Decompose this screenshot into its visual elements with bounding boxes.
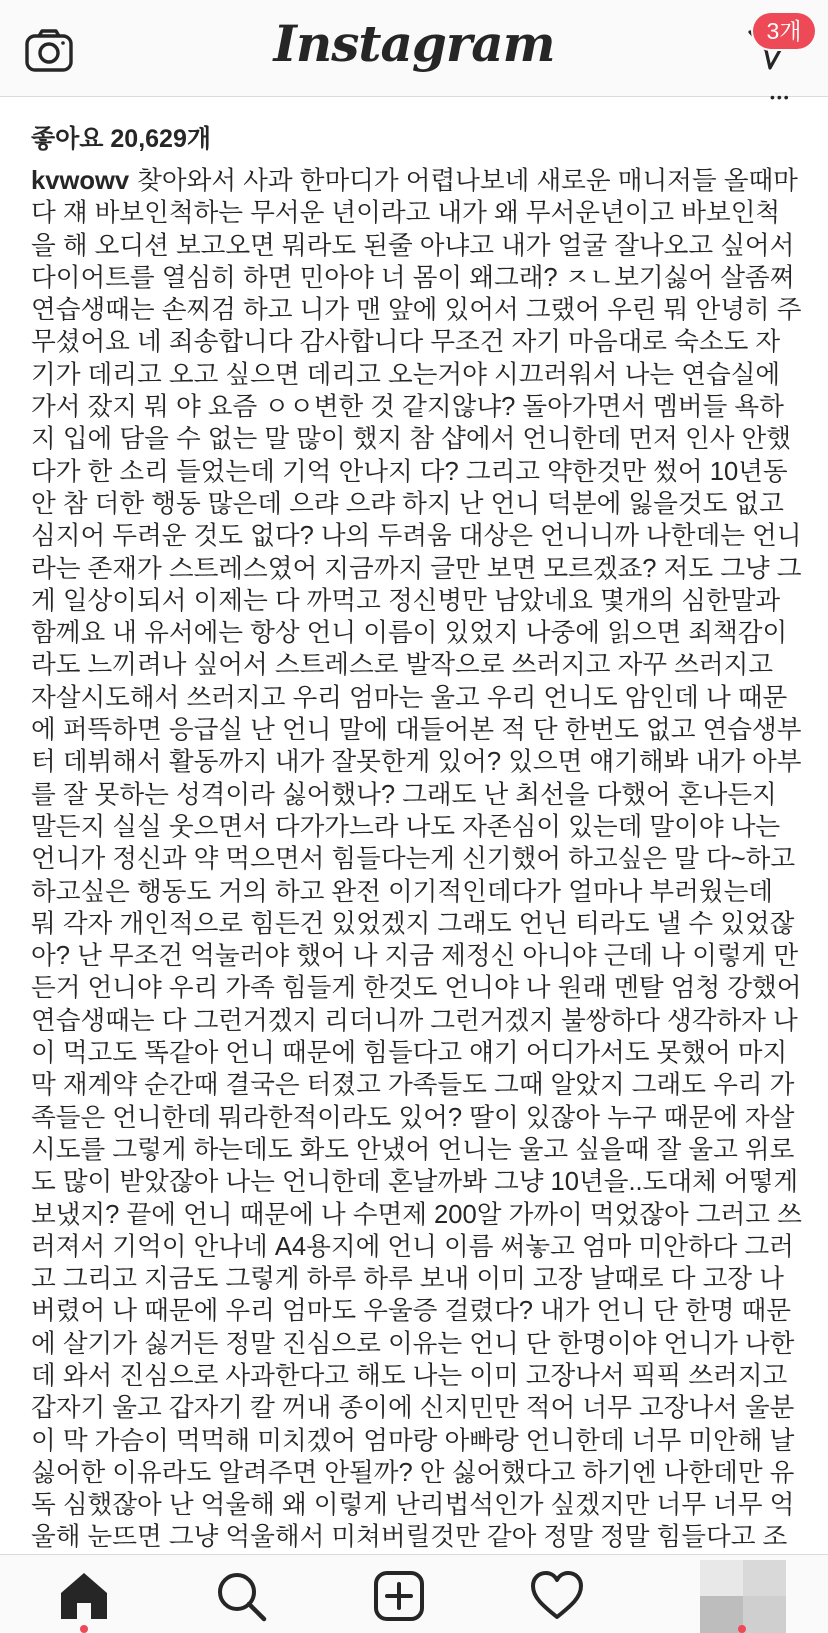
- like-count[interactable]: 좋아요 20,629개: [31, 125, 212, 153]
- top-navigation-bar: [0, 0, 828, 105]
- add-post-icon[interactable]: [372, 1569, 426, 1623]
- search-icon[interactable]: [214, 1569, 268, 1623]
- bottom-tab-bar: [0, 1554, 828, 1632]
- profile-active-indicator: [738, 1625, 746, 1633]
- caption-text: 찾아와서 사과 한마디가 어렵나보네 새로운 매니저들 올때마다 쟤 바보인척하는 무서운 년이라고 내가 왜 무서운년이고 바보인척을 해 오디션 보고오면 뭐라도 된줄 아냐고 내가 얼굴 잘나오고 싶어서 다이어트를 열심히 하면 민아야 너 몸이 왜그래? ㅈㄴ보기싫어 살좀쪄 연습생때는 손찌검 하고 니가 맨 앞에 있어서 그랬어 우린 뭐 안녕히 주무셨어요 네 죄송합니다 감사합니다 무조건 자기 마음대로 숙소도 자기가 데리고 오고 싶으면 데리고 오는거야 시끄러워서 나는 연습실에 가서 잤지 뭐 야 요즘 ㅇㅇ변한 것 같지않냐? 돌아가면서 멤버들 욕하지 입에 담을 수 없는 말 많이 했지 참 샵에서 언니한데 먼저 인사 안했다가 한 소리 들었는데 기억 안나지 다? 그리고 약한것만 썼어 10년동안 참 더한 행동 많은데 으랴 으랴 하지 난 언니 덕분에 잃을것도 없고 심지어 두려운 것도 없다? 나의 두려움 대상은 언니니까 나한데는 언니라는 존재가 스트레스였어 지금까지 글만 보면 모르겠죠? 저도 그냥 그게 일상이되서 이제는 다 까먹고 정신병만 남았네요 몇개의 심한말과 함께요 내 유서에는 항상 언니 이름이 있었지 나중에 읽으면 죄책감이라도 느끼려나 싶어서 스트레스로 발작으로 쓰러지고 자꾸 쓰러지고 자살시도해서 쓰러지고 우리 엄마는 울고 우리 언니도 암인데 나 때문에 퍼뜩하면 응급실 난 언니 말에 대들어본 적 단 한번도 없고 연습생부터 데뷔해서 활동까지 내가 잘못한게 있어? 있으면 얘기해봐 내가 아부를 잘 못하는 성격이라 싫어했나? 그래도 난 최선을 다했어 혼나든지 말든지 실실 웃으면서 다가가느라 나도 자존심이 있는데 말이야 나는 언니가 정신과 약 먹으면서 힘들다는게 신기했어 하고싶은 말 다~하고 하고싶은 행동도 거의 하고 완전 이기적인데다가 얼마나 부러웠는데 뭐 각자 개인적으로 힘든건 있었겠지 그래도 언닌 티라도 낼 수 있었잖아? 난 무조건 억눌러야 했어 나 지금 제정신 아니야 근데 나 이렇게 만든거 언니야 우리 가족 힘들게 한것도 언니야 나 원래 멘탈 엄청 강했어 연습생때는 다 그런거겠지 리더니까 그런거겠지 불쌍하다 생각하자 나이 먹고도 똑같아 언니 때문에 힘들다고 얘기 어디가서도 못했어 마지막 재계약 순간때 결국은 터졌고 가족들도 그때 알았지 그래도 우리 가족들은 언니한데 뭐라한적이라도 있어? 딸이 있잖아 누구 때문에 자살 시도를 그렇게 하는데도 화도 안냈어 언니는 울고 싶을때 잘 울고 위로도 많이 받았잖아 나는 언니한데 혼날까봐 그냥 10년을..도대체 어떻게 보냈지? 끝에 언니 때문에 나 수면제 200알 가까이 먹었잖아 그러고 쓰러져서 기억이 안나네 A4용지에 언니 이름 써놓고 엄마 미안하다 그러고 그리고 지금도 그렇게 하루 하루 보내 이미 고장 날때로 다 고장 나버렸어 나 때문에 우리 엄마도 우울증 걸렸다? 내가 언니 단 한명 때문에 살기가 싫거든 정말 진심으로 이유는 언니 단 한명이야 언니가 나한데 와서 진심으로 사과한다고 해도 나는 이미 고장나서 픽픽 쓰러지고 갑자기 울고 갑자기 칼 꺼내 종이에 신지민만 적어 너무 고장나서 울분이 막 가슴이 먹먹해 미치겠어 엄마랑 아빠랑 언니한데 너무 미안해 날 싫어한 이유라도 알려주면 안될까? 안 싫어했다고 하기엔 나한데만 유독 심했잖아 난 억울해 왜 이렇게 난리법석인가 싶겠지만 너무 너무 억울해 눈뜨면 그냥 억울해서 미쳐버릴것만 같아 정말 정말 힘들다고 조: [31, 167, 802, 1552]
- home-icon[interactable]: [57, 1569, 111, 1623]
- post-caption: [31, 165, 803, 1586]
- instagram-logo: Instagram: [273, 14, 555, 73]
- more-options-icon[interactable]: •••: [770, 89, 791, 105]
- post-details: [31, 118, 803, 1552]
- caption-username[interactable]: kvwowv: [31, 167, 130, 195]
- profile-icon[interactable]: [700, 1560, 786, 1633]
- notification-badge[interactable]: 3개: [753, 13, 815, 49]
- activity-heart-icon[interactable]: [530, 1569, 584, 1623]
- home-active-indicator: [80, 1625, 88, 1633]
